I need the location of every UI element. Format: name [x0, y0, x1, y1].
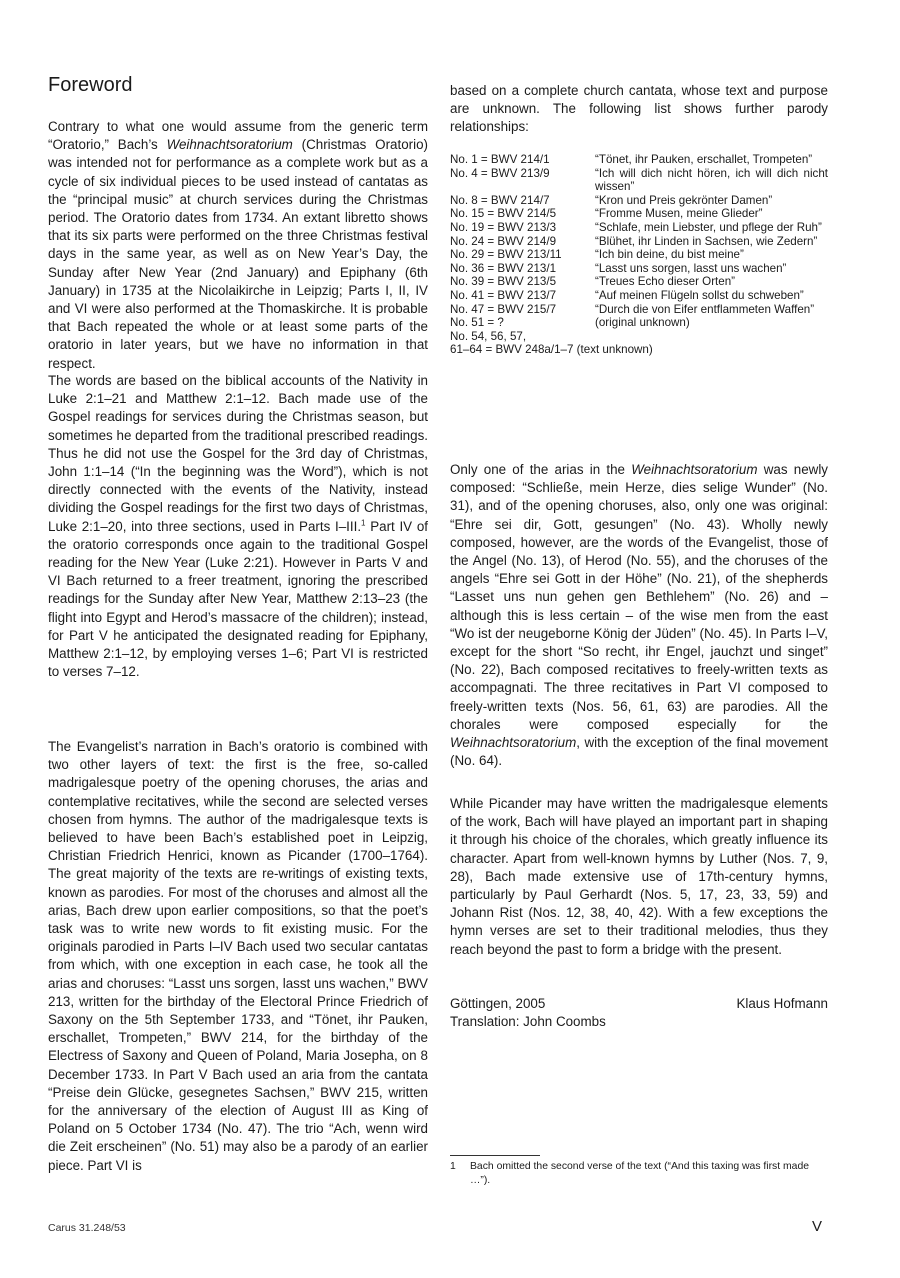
catalog-number: Carus 31.248/53	[48, 1222, 126, 1234]
paragraph-biblical-accounts	[48, 372, 428, 681]
parody-original-title: “Auf meinen Flügeln sollst du schweben”	[595, 288, 804, 302]
parody-original-title: “Schlafe, mein Liebster, und pflege der Ruh”	[595, 220, 822, 234]
text-run: The Evangelist’s narration in Bach’s oratorio is combined with two other layers of text: the first is the free, so-called madrigalesque poetry of the opening choruses, the arias and contemplative recitatives, while the second are selected verses chosen from hymns. The author of the madrigalesque texts is believed to have been Bach’s established poet in Leipzig, Christian Friedrich Henrici, known as Picander (1700–1764). The great majority of the texts are re-writings of existing texts, known as parodies. For most of the choruses and almost all the arias, Bach drew upon earlier compositions, so that the poet’s task was to write new words to fit existing music. For the originals parodied in Parts I–IV Bach used two secular cantatas from which, with one exception in each case, he took all the arias and choruses: “Lasst uns sorgen, lasst uns wachen,” BWV 213, written for the birthday of the Electoral Prince Friedrich of Saxony on the 5th September 1733, and “Tönet, ihr Pauken, erschallet, Trompeten,” BWV 214, for the birthday of the Electress of Saxony and Queen of Poland, Maria Josepha, on 8 December 1733. In Part V Bach used an aria from the cantata “Preise dein Glücke, gesegnetes Sachsen,” BWV 215, written for the anniversary of the election of August III as King of Poland on 5 October 1734 (No. 47). The trio “Ach, wenn wird die Zeit erscheinen” (No. 51) may also be a parody of an earlier piece. Part VI is	[48, 739, 428, 1173]
parody-row	[450, 153, 828, 167]
parody-list	[450, 153, 828, 357]
text-run: Only one of the arias in the	[450, 462, 632, 477]
italic-title: Weihnachtsoratorium	[450, 735, 577, 751]
parody-movement: No. 54, 56, 57,	[450, 329, 527, 343]
parody-original-title: “Lasst uns sorgen, lasst uns wachen”	[595, 261, 787, 275]
page-title: Foreword	[48, 74, 133, 96]
text-run: While Picander may have written the madrigalesque elements of the work, Bach will have played an important part in shaping it through his choice of the chorales, which greatly influence its character. Apart from well-known hymns by Luther (Nos. 7, 9, 28), Bach made extensive use of 17th-century hymns, particularly by Paul Gerhardt (Nos. 5, 17, 23, 33, 59) and Johann Rist (Nos. 12, 38, 40, 42). With a few exceptions the hymn verses are set to their traditional melodies, thus they reach beyond the past to form a bridge with the present.	[450, 796, 828, 957]
parody-movement: No. 8 = BWV 214/7	[450, 193, 550, 207]
text-run: , with the exception of the final movement (No. 64).	[450, 735, 828, 769]
paragraph-church-cantata	[450, 82, 828, 137]
parody-row	[450, 330, 828, 344]
footnote	[450, 1160, 828, 1188]
parody-row	[450, 221, 828, 235]
parody-movement: No. 29 = BWV 213/11	[450, 248, 562, 262]
parody-original-title: “Ich will dich nicht hören, ich will dich nicht wissen”	[595, 166, 828, 194]
paragraph-intro	[48, 118, 428, 373]
parody-original-title: “Ich bin deine, du bist meine”	[595, 248, 744, 262]
parody-movement: 61–64 = BWV 248a/1–7 (text unknown)	[450, 343, 653, 357]
footnote-ref: 1	[361, 518, 366, 528]
parody-original-title: “Blühet, ihr Linden in Sachsen, wie Zedern”	[595, 234, 818, 248]
text-run: The words are based on the biblical accounts of the Nativity in Luke 2:1–21 and Matthew 2:1–12. Bach made use of the Gospel readings for services during the Christmas season, but sometimes he departed from the traditional prescribed readings. Thus he did not use the Gospel for the 3rd day of Christmas, John 1:1–14 (“In the beginning was the Word”), which is not directly connected with the events of the Nativity, instead dividing the Gospel readings for the first two days of Christmas, Luke 2:1–20, into three sections, used in Parts I–III.	[48, 373, 428, 534]
parody-row	[450, 207, 828, 221]
parody-row	[450, 194, 828, 208]
author-name: Klaus Hofmann	[736, 996, 828, 1011]
parody-original-title: “Durch die von Eifer entflammeten Waffen”	[595, 302, 815, 316]
parody-movement: No. 47 = BWV 215/7	[450, 302, 557, 316]
parody-movement: No. 24 = BWV 214/9	[450, 234, 557, 248]
parody-movement: No. 1 = BWV 214/1	[450, 153, 550, 166]
footnote-number: 1	[450, 1161, 456, 1172]
parody-row	[450, 262, 828, 276]
parody-row	[450, 235, 828, 249]
text-run: based on a complete church cantata, whose text and purpose are unknown. The following list shows further parody relationships:	[450, 83, 828, 135]
parody-movement: No. 41 = BWV 213/7	[450, 288, 557, 302]
italic-title: Weihnachtsoratorium	[631, 462, 758, 477]
parody-movement: No. 15 = BWV 214/5	[450, 207, 557, 221]
parody-row	[450, 289, 828, 303]
translation-credit: Translation: John Coombs	[450, 1014, 606, 1029]
parody-movement: No. 19 = BWV 213/3	[450, 220, 557, 234]
text-run: Part IV of the oratorio corresponds once again to the traditional Gospel reading for the New Year (Luke 2:21). However in Parts V and VI Bach returned to a freer treatment, ignoring the prescribed readings for the Sunday after New Year, Matthew 2:13–23 (the flight into Egypt and Herod’s massacre of the children); instead, for Part V he anticipated the designated reading for Epiphany, Matthew 2:1–12, by employing verses 1–6; Part VI is restricted to verses 7–12.	[48, 518, 428, 680]
footnote-divider	[450, 1155, 540, 1156]
parody-row	[450, 303, 828, 317]
paragraph-evangelist-narration	[48, 738, 428, 1175]
parody-row	[450, 248, 828, 262]
parody-row	[450, 275, 828, 289]
place-date: Göttingen, 2005	[450, 996, 546, 1011]
parody-original-title: “Fromme Musen, meine Glieder”	[595, 207, 763, 221]
paragraph-chorales	[450, 795, 828, 959]
parody-original-title: “Tönet, ihr Pauken, erschallet, Trompeten”	[595, 153, 813, 166]
text-run: (Christmas Oratorio) was intended not for performance as a complete work but as a cycle of six individual pieces to be used instead of cantatas as the “principal music” at church services during the Christmas period. The Oratorio dates from 1734. An extant libretto shows that its six parts were performed on the three Christmas festival days in the same year, as well as on New Year’s Day, the Sunday after New Year (2nd January) and Epiphany (6th January) in 1735 at the Nicolaikirche in Leipzig; Parts I, II, IV and VI were also performed at the Thomaskirche. It is probable that Bach repeated the whole or at least some parts of the oratorio in later years, but we have no information in that respect.	[48, 137, 428, 371]
parody-movement: No. 51 = ?	[450, 316, 504, 330]
parody-movement: No. 4 = BWV 213/9	[450, 166, 550, 180]
parody-original-title: “Kron und Preis gekrönter Damen”	[595, 193, 773, 207]
parody-movement: No. 36 = BWV 213/1	[450, 261, 557, 275]
footnote-text: Bach omitted the second verse of the text (“And this taxing was first made …”).	[470, 1161, 810, 1186]
parody-row	[450, 167, 828, 194]
parody-row	[450, 316, 828, 330]
parody-movement: No. 39 = BWV 213/5	[450, 275, 557, 289]
parody-row	[450, 343, 828, 357]
page-number: V	[812, 1218, 823, 1235]
parody-original-title: “Treues Echo dieser Orten”	[595, 275, 736, 289]
parody-original-title: (original unknown)	[595, 316, 690, 330]
paragraph-newly-composed	[450, 461, 828, 770]
italic-title: Weihnachtsoratorium	[166, 137, 293, 153]
text-run: was newly composed: “Schließe, mein Herze, dies selige Wunder” (No. 31), and of the opening choruses, also, only one was original: “Ehre sei dir, Gott, gesungen” (No. 43). Wholly newly composed, however, are the words of the Evangelist, those of the Angel (No. 13), of Herod (No. 55), and the choruses of the angels “Ehre sei Gott in der Höhe” (No. 21), of the shepherds “Lasset uns nun gehen gen Bethlehem” (No. 26) and – although this is less certain – of the wise men from the east “Wo ist der neugeborne König der Jüden” (No. 45). In Parts I–V, except for the short “So recht, ihr Engel, jauchzt und singet” (No. 22), Bach composed recitatives to freely-written texts as accompagnati. The three recitatives in Part VI composed to freely-written texts (Nos. 56, 61, 63) are parodies. All the chorales were composed especially for the	[450, 462, 828, 732]
text-run: Contrary to what one would assume from the generic term “Oratorio,” Bach’s	[48, 119, 428, 153]
